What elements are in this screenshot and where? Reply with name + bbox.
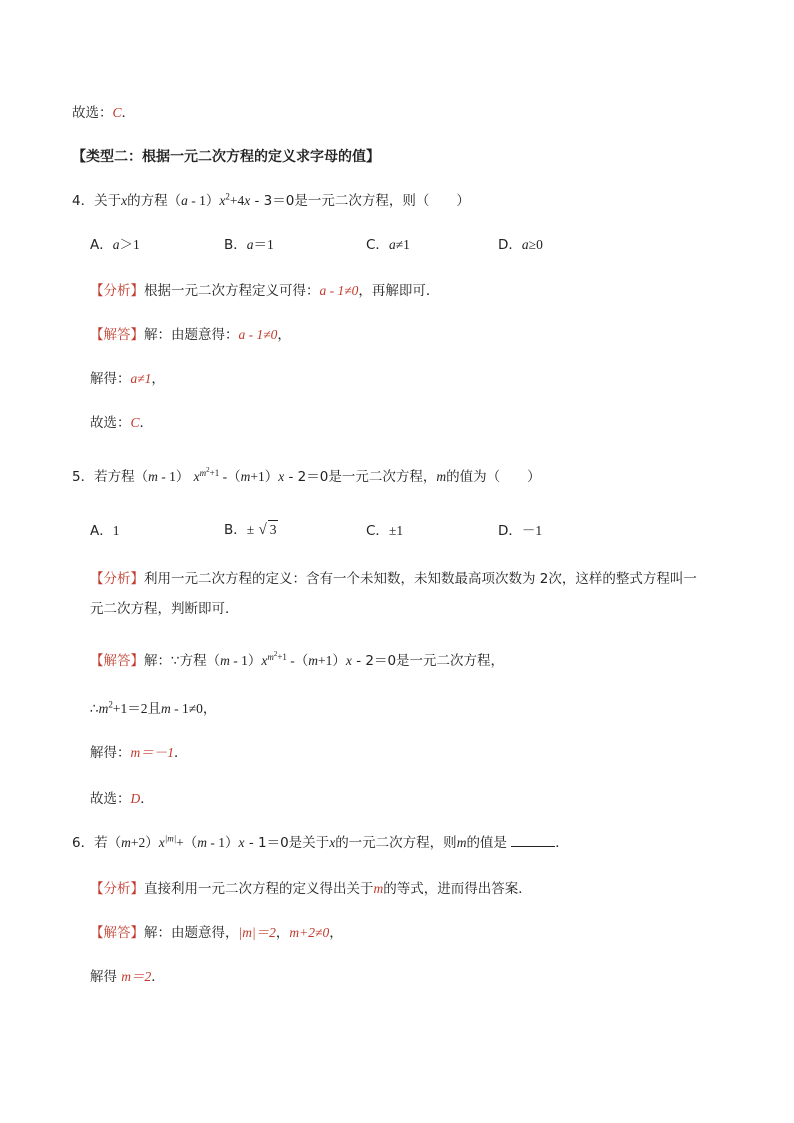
question-5-answer: 【解答】解：∵方程$(m - 1)x^{m^2+1}$ -（m+1）x - 2＝0是一元二次方程， [90,649,505,669]
question-4-answer: 【解答】解：由题意得：a - 1≠0， [90,327,291,343]
question-4-option-b: B．a＝1 [224,237,274,253]
analysis-tag: 【分析】 [90,283,144,299]
question-4-option-a: A．a＞1 [90,237,140,253]
answer-tag: 【解答】 [90,925,144,941]
question-5-analysis-line-2: 元二次方程，判断即可． [90,601,239,617]
question-6-stem: 6．若$(m+2)x^{|m|}+(m - 1)x - 1=0$是关于x的一元二次方程，则m的值是 ． [72,833,569,851]
previous-answer-line: 故选：C． [72,105,136,121]
question-4-choose: 故选：C． [90,415,154,431]
question-4-option-c: C．a≠1 [366,237,410,253]
answer-blank [511,834,555,847]
question-5-solve: 解得：m＝－1． [90,745,188,761]
analysis-tag: 【分析】 [90,571,144,587]
question-5-option-c: C．±1 [366,523,404,539]
answer-tag: 【解答】 [90,653,144,669]
question-6-solve: 解得 m＝2． [90,969,165,985]
answer-tag: 【解答】 [90,327,144,343]
question-4-solve: 解得：a≠1， [90,371,165,387]
question-5-option-d: D．－1 [498,523,543,539]
question-5-analysis-line-1: 【分析】利用一元二次方程的定义：含有一个未知数，未知数最高项次数为 2次，这样的整式方程叫一 [90,571,697,587]
question-5-option-b: B．± √ 3 [224,522,277,538]
previous-answer-value: C [112,105,122,120]
question-6-analysis: 【分析】直接利用一元二次方程的定义得出关于m的等式，进而得出答案． [90,881,532,897]
question-5-therefore: $\therefore m^2+1=2$且m - 1≠0， [90,699,217,717]
section-heading: 【类型二：根据一元二次方程的定义求字母的值】 [72,149,380,165]
question-4-option-d: D．a≥0 [498,237,543,253]
question-5-choose: 故选：D． [90,791,154,807]
analysis-tag: 【分析】 [90,881,144,897]
question-4-stem: 4．关于x的方程$(a - 1)x^2+4x - 3=0$是一元二次方程，则（ ） [72,191,470,209]
question-5-option-a: A．1 [90,523,120,539]
question-6-answer: 【解答】解：由题意得，|m|＝2，m+2≠0， [90,925,343,941]
question-5-stem: 5．若方程（m - 1） $x^{m^2+1}$ -（m+1）x - 2＝0是一元二次方程，m的值为（ ） [72,465,541,485]
square-root: √ 3 [258,522,277,538]
question-4-analysis: 【分析】根据一元二次方程定义可得：a - 1≠0，再解即可． [90,283,440,299]
